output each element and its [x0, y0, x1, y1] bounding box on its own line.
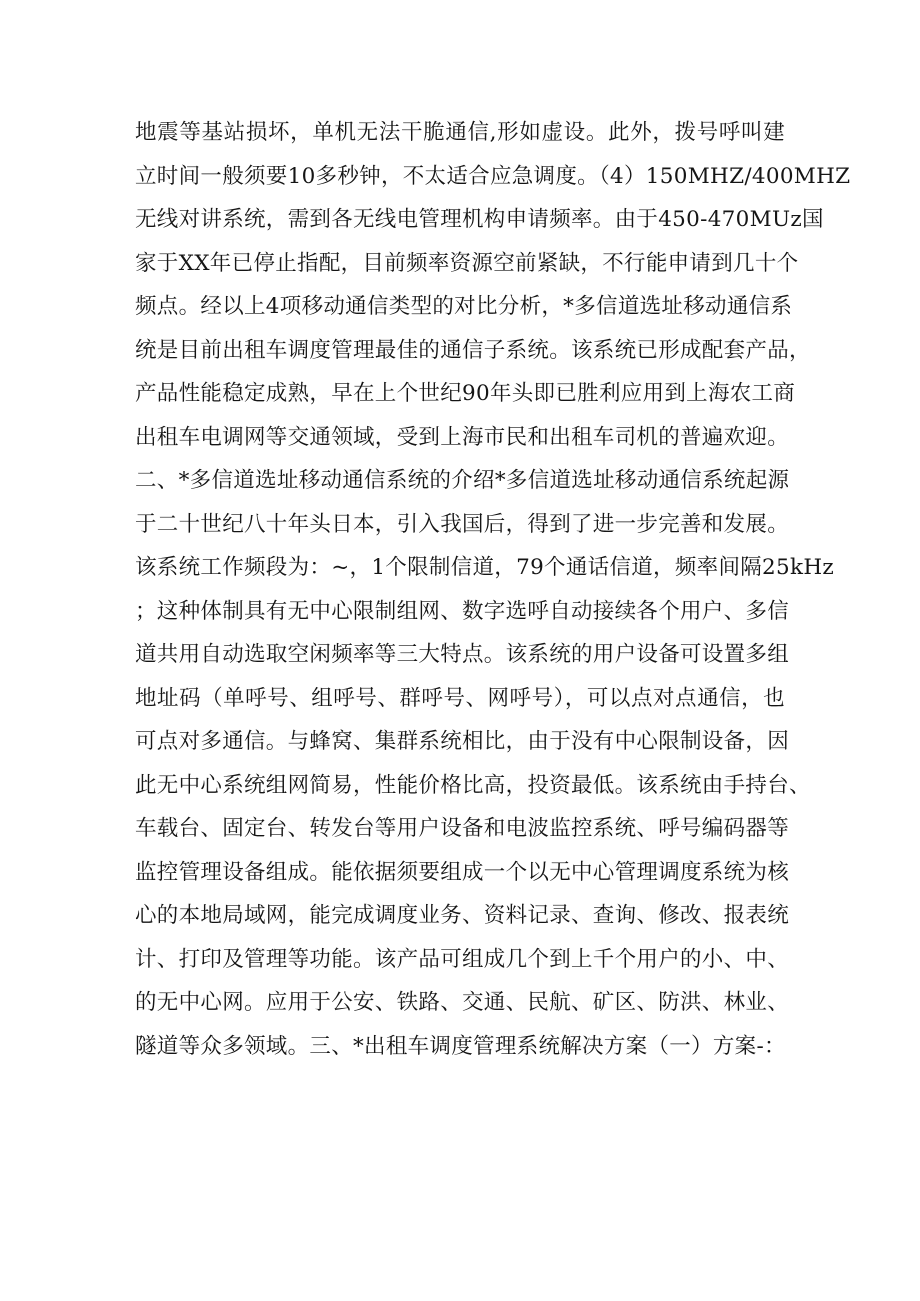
text-line: 的无中心网。应用于公安、铁路、交通、民航、矿区、防洪、林业、: [135, 990, 790, 1015]
text-line: 家于XX年已停止指配，目前频率资源空前紧缺，不行能申请到几十个: [135, 250, 799, 276]
text-line: 立时间一般须要10多秒钟，不太适合应急调度。（4）150MHZ/400MHZ: [135, 163, 851, 189]
text-line: 车载台、固定台、转发台等用户设备和电波监控系统、呼号编码器等: [135, 816, 790, 841]
text-line: 监控管理设备组成。能依据须要组成一个以无中心管理调度系统为核: [135, 859, 790, 885]
text-line: 出租车电调网等交通领域，受到上海市民和出租车司机的普遍欢迎。: [135, 424, 790, 450]
text-line: 统是目前出租车调度管理最佳的通信子系统。该系统已形成配套产品，: [135, 337, 811, 363]
text-line: 地址码（单呼号、组呼号、群呼号、网呼号），可以点对点通信，也: [135, 685, 785, 711]
text-line: 计、打印及管理等功能。该产品可组成几个到上千个用户的小、中、: [135, 946, 790, 972]
text-line: 心的本地局域网，能完成调度业务、资料记录、查询、修改、报表统: [135, 903, 790, 928]
text-line: 无线对讲系统，需到各无线电管理机构申请频率。由于450-470MUz国: [135, 207, 824, 232]
text-line: 于二十世纪八十年头日本，引入我国后，得到了进一步完善和发展。: [135, 511, 790, 537]
text-line: ；这种体制具有无中心限制组网、数字选呼自动接续各个用户、多信: [135, 598, 790, 624]
text-line: 产品性能稳定成熟，早在上个世纪90年头即已胜利应用到上海农工商: [135, 381, 796, 406]
text-line: 道共用自动选取空闲频率等三大特点。该系统的用户设备可设置多组: [135, 642, 790, 667]
text-line: 该系统工作频段为：~，1个限制信道，79个通话信道，频率间隔25kHz: [135, 555, 835, 580]
text-line: 二、*多信道选址移动通信系统的介绍*多信道选址移动通信系统起源: [135, 468, 790, 493]
text-line: 地震等基站损坏，单机无法干脆通信,形如虚设。此外，拨号呼叫建: [135, 120, 785, 145]
text-line: 可点对多通信。与蜂窝、集群系统相比，由于没有中心限制设备，因: [135, 729, 790, 754]
text-line: 隧道等众多领域。三、*出租车调度管理系统解决方案（一）方案-：: [135, 1033, 786, 1059]
text-line: 频点。经以上4项移动通信类型的对比分析，*多信道选址移动通信系: [135, 294, 793, 319]
text-line: 此无中心系统组网简易，性能价格比高，投资最低。该系统由手持台、: [135, 772, 811, 798]
body-text: [135, 111, 851, 1068]
